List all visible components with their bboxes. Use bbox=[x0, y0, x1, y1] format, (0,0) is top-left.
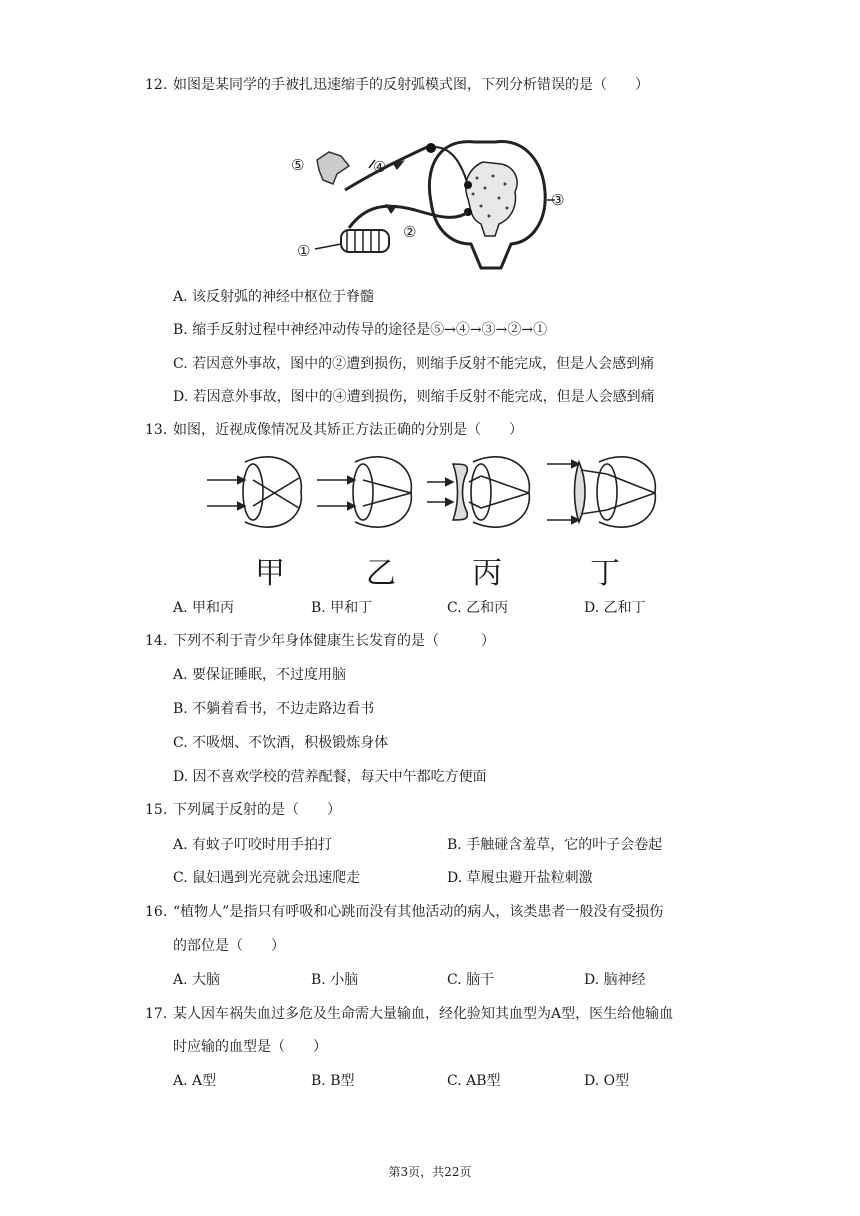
label-1: ① bbox=[297, 242, 311, 260]
question-16 bbox=[145, 901, 663, 921]
option-13b: B. 甲和丁 bbox=[311, 600, 373, 616]
question-14 bbox=[145, 630, 495, 650]
label-4: ④ bbox=[373, 158, 387, 176]
question-number: 13. bbox=[145, 422, 168, 438]
question-number: 16. bbox=[145, 904, 168, 920]
option-12a: A. 该反射弧的神经中枢位于脊髓 bbox=[173, 289, 375, 305]
question-16-continued: 的部位是（ ） bbox=[173, 938, 285, 954]
eye-diagrams-figure bbox=[205, 452, 665, 534]
option-16b: B. 小脑 bbox=[311, 972, 359, 988]
page-footer: 第3页，共22页 bbox=[388, 1165, 472, 1179]
caption-ding: 丁 bbox=[590, 556, 620, 591]
question-number: 17. bbox=[145, 1006, 168, 1022]
option-17d: D. O型 bbox=[584, 1073, 630, 1089]
option-15a: A. 有蚊子叮咬时用手拍打 bbox=[173, 837, 333, 853]
option-14c: C. 不吸烟、不饮酒，积极锻炼身体 bbox=[173, 735, 389, 751]
label-2: ② bbox=[403, 223, 417, 241]
reflex-arc-figure bbox=[285, 132, 585, 280]
option-13a: A. 甲和丙 bbox=[173, 600, 235, 616]
question-number: 15. bbox=[145, 802, 168, 818]
question-17-continued: 时应输的血型是（ ） bbox=[173, 1039, 327, 1055]
option-17c: C. AB型 bbox=[447, 1073, 501, 1089]
question-15 bbox=[145, 799, 341, 819]
question-17 bbox=[145, 1003, 673, 1023]
question-12 bbox=[145, 74, 649, 94]
option-12b: B. 缩手反射过程中神经冲动传导的途径是⑤→④→③→②→① bbox=[173, 322, 548, 338]
option-15b: B. 手触碰含羞草，它的叶子会卷起 bbox=[447, 837, 663, 853]
option-15c: C. 鼠妇遇到光亮就会迅速爬走 bbox=[173, 870, 361, 886]
option-14d: D. 因不喜欢学校的营养配餐，每天中午都吃方便面 bbox=[173, 769, 487, 785]
question-text: 下列不利于青少年身体健康生长发育的是（ ） bbox=[173, 633, 495, 649]
label-3: ③ bbox=[551, 191, 565, 209]
option-12d: D. 若因意外事故，图中的④遭到损伤，则缩手反射不能完成，但是人会感到痛 bbox=[173, 389, 655, 405]
question-text: “植物人”是指只有呼吸和心跳而没有其他活动的病人，该类患者一般没有受损伤 bbox=[173, 904, 664, 920]
question-text: 某人因车祸失血过多危及生命需大量输血，经化验知其血型为A型，医生给他输血 bbox=[173, 1006, 674, 1022]
question-13 bbox=[145, 419, 523, 439]
question-text: 如图，近视成像情况及其矫正方法正确的分别是（ ） bbox=[173, 422, 523, 438]
question-number: 12. bbox=[145, 77, 168, 93]
option-16a: A. 大脑 bbox=[173, 972, 221, 988]
option-16c: C. 脑干 bbox=[447, 972, 495, 988]
caption-yi: 乙 bbox=[366, 556, 396, 591]
option-16d: D. 脑神经 bbox=[584, 972, 646, 988]
question-text: 如图是某同学的手被扎迅速缩手的反射弧模式图，下列分析错误的是（ ） bbox=[173, 77, 649, 93]
caption-bing: 丙 bbox=[472, 556, 502, 591]
label-5: ⑤ bbox=[291, 156, 305, 174]
option-12c: C. 若因意外事故，图中的②遭到损伤，则缩手反射不能完成，但是人会感到痛 bbox=[173, 356, 655, 372]
option-13d: D. 乙和丁 bbox=[584, 600, 646, 616]
option-14a: A. 要保证睡眠，不过度用脑 bbox=[173, 667, 347, 683]
option-15d: D. 草履虫避开盐粒刺激 bbox=[447, 870, 593, 886]
option-17b: B. B型 bbox=[311, 1073, 355, 1089]
caption-jia: 甲 bbox=[255, 556, 285, 591]
option-17a: A. A型 bbox=[173, 1073, 217, 1089]
option-14b: B. 不躺着看书，不边走路边看书 bbox=[173, 701, 375, 717]
question-text: 下列属于反射的是（ ） bbox=[173, 802, 341, 818]
option-13c: C. 乙和丙 bbox=[447, 600, 509, 616]
question-number: 14. bbox=[145, 633, 168, 649]
